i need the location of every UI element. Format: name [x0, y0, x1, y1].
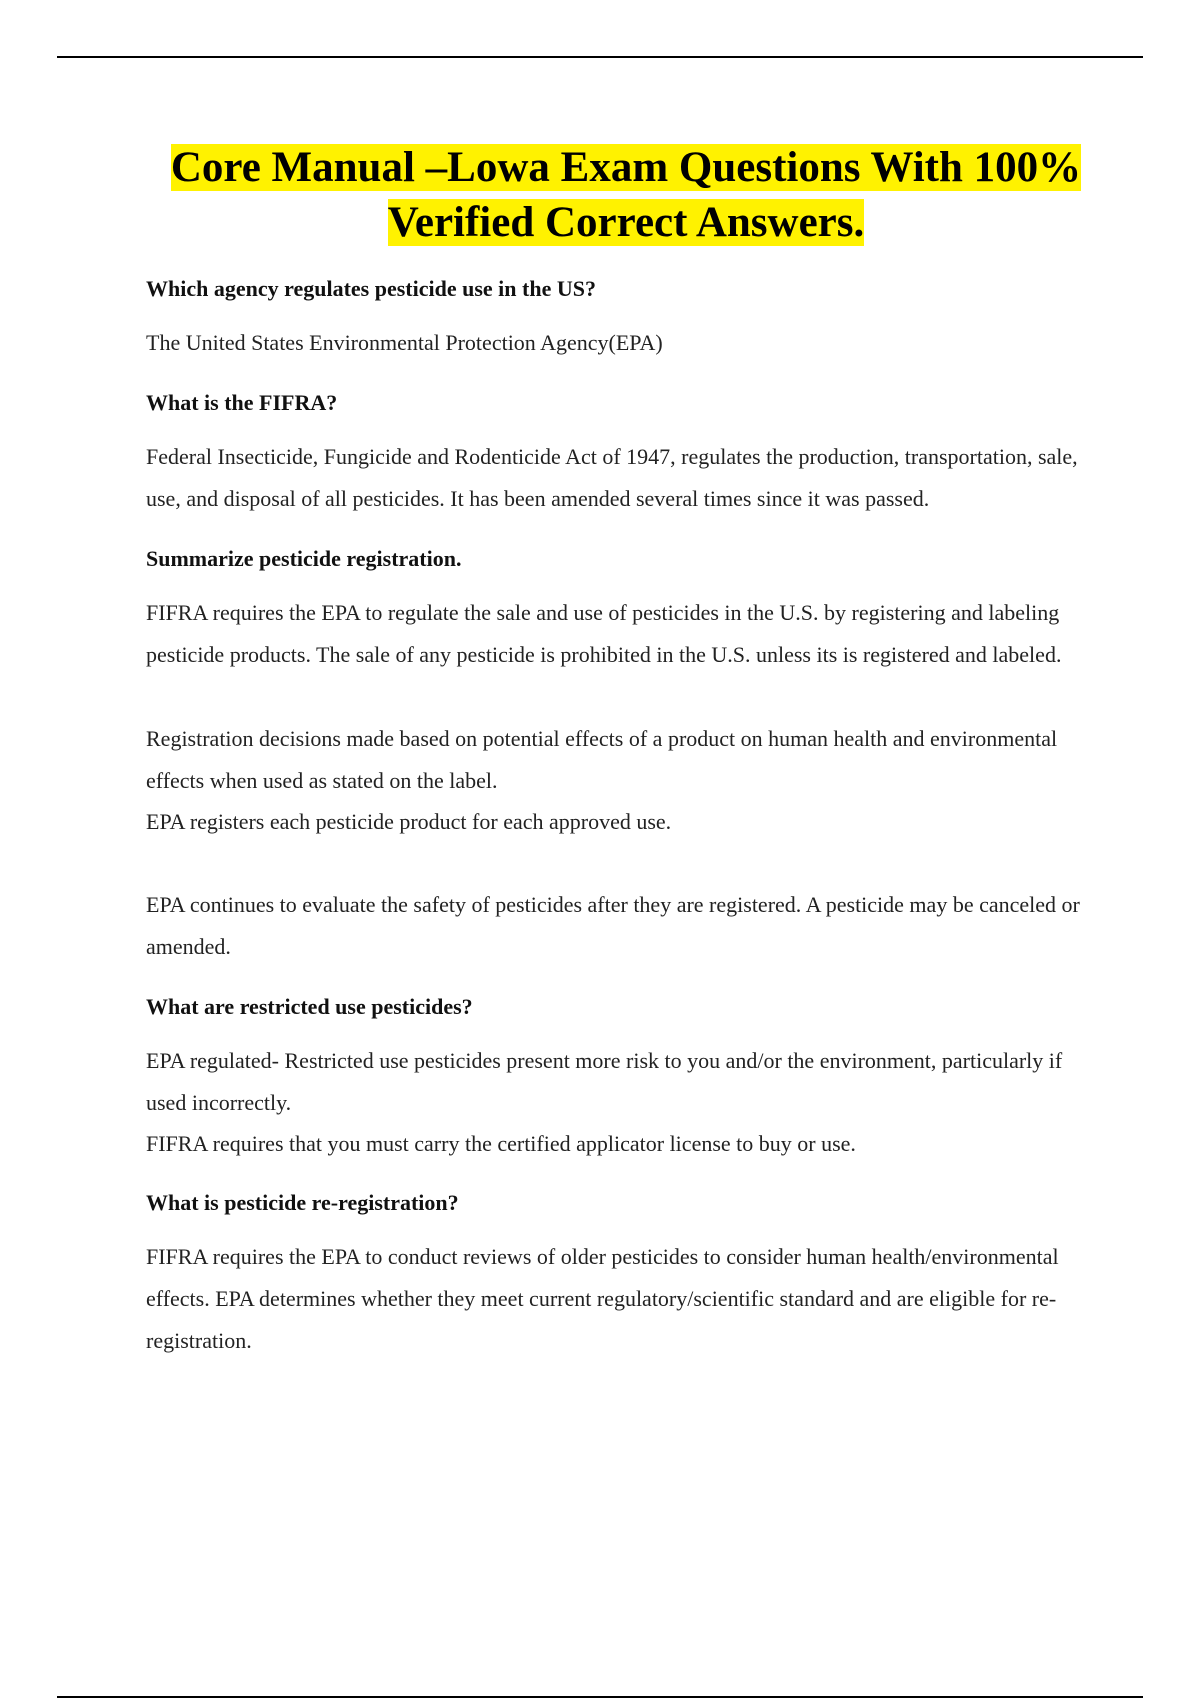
qa-item-1 [146, 268, 1106, 364]
bottom-rule [57, 1696, 1143, 1698]
qa-item-3 [146, 538, 1106, 968]
question-2: What is the FIFRA? [146, 390, 338, 415]
title-line-1: Core Manual –Lowa Exam Questions With 100% [170, 144, 1082, 191]
answer-1-paragraph-1: The United States Environmental Protection Agency(EPA) [146, 330, 663, 355]
answer-3-paragraph-2: Registration decisions made based on potential effects of a product on human health and environmental effects when used as stated on the label. [146, 726, 1058, 793]
answer-1 [146, 322, 1106, 364]
qa-item-5 [146, 1182, 1106, 1362]
top-rule [57, 56, 1143, 58]
answer-5-paragraph-1: FIFRA requires the EPA to conduct reviews of older pesticides to consider human health/environmental effects. EPA determines whether they meet current regulatory/scientific standard and are eligible for re-registration. [146, 1244, 1059, 1353]
answer-3-paragraph-1: FIFRA requires the EPA to regulate the sale and use of pesticides in the U.S. by registering and labeling pesticide products. The sale of any pesticide is prohibited in the U.S. unless its is registered and labeled. [146, 600, 1062, 667]
question-1: Which agency regulates pesticide use in the US? [146, 276, 596, 301]
answer-3-paragraph-4: EPA continues to evaluate the safety of pesticides after they are registered. A pesticide may be canceled or amended. [146, 892, 1080, 959]
answer-3-paragraph-3: EPA registers each pesticide product for each approved use. [146, 809, 672, 834]
title-line-2: Verified Correct Answers. [387, 199, 865, 246]
answer-5 [146, 1236, 1106, 1362]
answer-4-paragraph-1: EPA regulated- Restricted use pesticides present more risk to you and/or the environment, particularly if used incorrectly. [146, 1048, 1063, 1115]
answer-3 [146, 592, 1106, 968]
answer-2-paragraph-1: Federal Insecticide, Fungicide and Rodenticide Act of 1947, regulates the production, transportation, sale, use, and disposal of all pesticides. It has been amended several times since it was passed. [146, 444, 1078, 511]
qa-item-4 [146, 986, 1106, 1164]
answer-4-paragraph-2: FIFRA requires that you must carry the certified applicator license to buy or use. [146, 1131, 856, 1156]
qa-item-2 [146, 382, 1106, 520]
answer-4 [146, 1040, 1106, 1164]
question-4: What are restricted use pesticides? [146, 994, 473, 1019]
question-3: Summarize pesticide registration. [146, 546, 462, 571]
document-body [146, 140, 1106, 1362]
question-5: What is pesticide re-registration? [146, 1190, 459, 1215]
answer-2 [146, 436, 1106, 520]
document-title [146, 140, 1106, 250]
